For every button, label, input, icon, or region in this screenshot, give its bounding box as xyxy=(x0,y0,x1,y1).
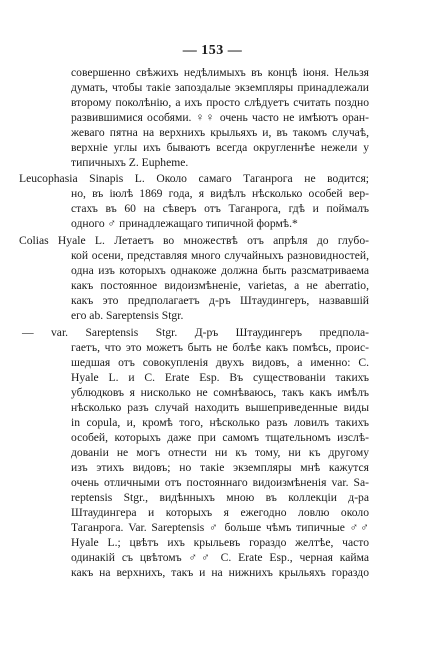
text-line: одного ♂ принадлежащаго типичной формѣ.* xyxy=(71,217,298,230)
text-line: но, въ iюлѣ 1869 года, я видѣлъ нѣсколько особей вер- xyxy=(71,187,369,200)
text-line: одинакiй съ цвѣтомъ ♂♂ C. Erate Esp., черная кайма xyxy=(71,551,369,564)
text-line: Штаудингера и которыхъ я ежегодно ловлю около xyxy=(71,506,369,519)
text-line: второму поколѣнiю, а ихъ просто слѣдуетъ считать поздно xyxy=(71,96,369,109)
text-line: думать, чтобы такiе запоздалые экземпляры принадлежали xyxy=(71,81,369,94)
text-line: гаетъ, что это можетъ быть не болѣе какъ помѣсь, проис- xyxy=(71,341,369,354)
text-line: шедшая отъ совокупленiя двухъ видовъ, а именно: C. xyxy=(71,356,369,369)
text-line: развившимися особями. ♀♀ очень часто не имѣютъ оран- xyxy=(71,111,369,124)
text-line: дованiи не могъ отнести ни къ тому, ни къ другому xyxy=(71,446,369,459)
text-line: его ab. Sareptensis Stgr. xyxy=(71,309,184,322)
text-line: жеваго пятна на верхнихъ крыльяхъ и, въ такомъ случаѣ, xyxy=(71,126,369,139)
text-line: кой осени, представляя много случайныхъ разновидностей, xyxy=(71,249,369,262)
text-line: типичныхъ Z. Eupheme. xyxy=(71,156,189,169)
text-line: Leucophasia Sinapis L. Около самаго Таганрога не водится; xyxy=(19,172,369,185)
text-line: какъ постоянное видоизмѣненiе, varietas, а не aberratio, xyxy=(71,279,369,292)
text-line: совершенно свѣжихъ недѣлимыхъ въ концѣ iюня. Нельзя xyxy=(71,66,369,79)
text-line: какъ это предполагаетъ д-ръ Штаудингеръ, назвавшiй xyxy=(71,294,369,307)
text-line: верхнiе углы ихъ бываютъ всегда округленнѣе нежели у xyxy=(71,141,369,154)
text-line: in copula, и, кромѣ того, нѣсколько разъ ловилъ такихъ xyxy=(71,416,369,429)
text-line: стахъ въ 60 на сѣверъ отъ Таганрога, гдѣ и поймалъ xyxy=(71,202,369,215)
text-line: Hyale L. и C. Erate Esp. Въ существованiи такихъ xyxy=(71,371,369,384)
text-line: ублюдковъ я нисколько не сомнѣваюсь, такъ какъ имѣлъ xyxy=(71,386,369,399)
text-line: Colias Hyale L. Летаетъ во множествѣ отъ апрѣля до глубо- xyxy=(19,234,369,247)
text-line: Таганрога. Var. Sareptensis ♂ больше чѣмъ типичные ♂♂ xyxy=(71,521,369,534)
text-line: — var. Sareptensis Stgr. Д-ръ Штаудингеръ предпола- xyxy=(22,326,369,339)
text-line: Hyale L.; цвѣтъ ихъ крыльевъ гораздо желтѣе, часто xyxy=(71,536,369,549)
text-line: особей, которыхъ даже при самомъ тщательномъ изслѣ- xyxy=(71,431,369,444)
text-line: какъ на верхнихъ, такъ и на нижнихъ крыльяхъ гораздо xyxy=(71,566,369,579)
page-number: — 153 — xyxy=(182,43,243,58)
text-line: изъ этихъ видовъ; но такiе экземпляры мнѣ кажутся xyxy=(71,461,369,474)
text-line: одна изъ которыхъ однакоже должна быть разсматриваема xyxy=(71,264,369,277)
text-line: reptensis Stgr., видѣнныхъ мною въ коллекцiи д-ра xyxy=(71,491,369,504)
text-line: очень отличными отъ постояннаго видоизмѣненiя var. Sa- xyxy=(71,476,369,489)
text-line: нѣсколько разъ случай находить вышеприведенные виды xyxy=(71,401,369,414)
